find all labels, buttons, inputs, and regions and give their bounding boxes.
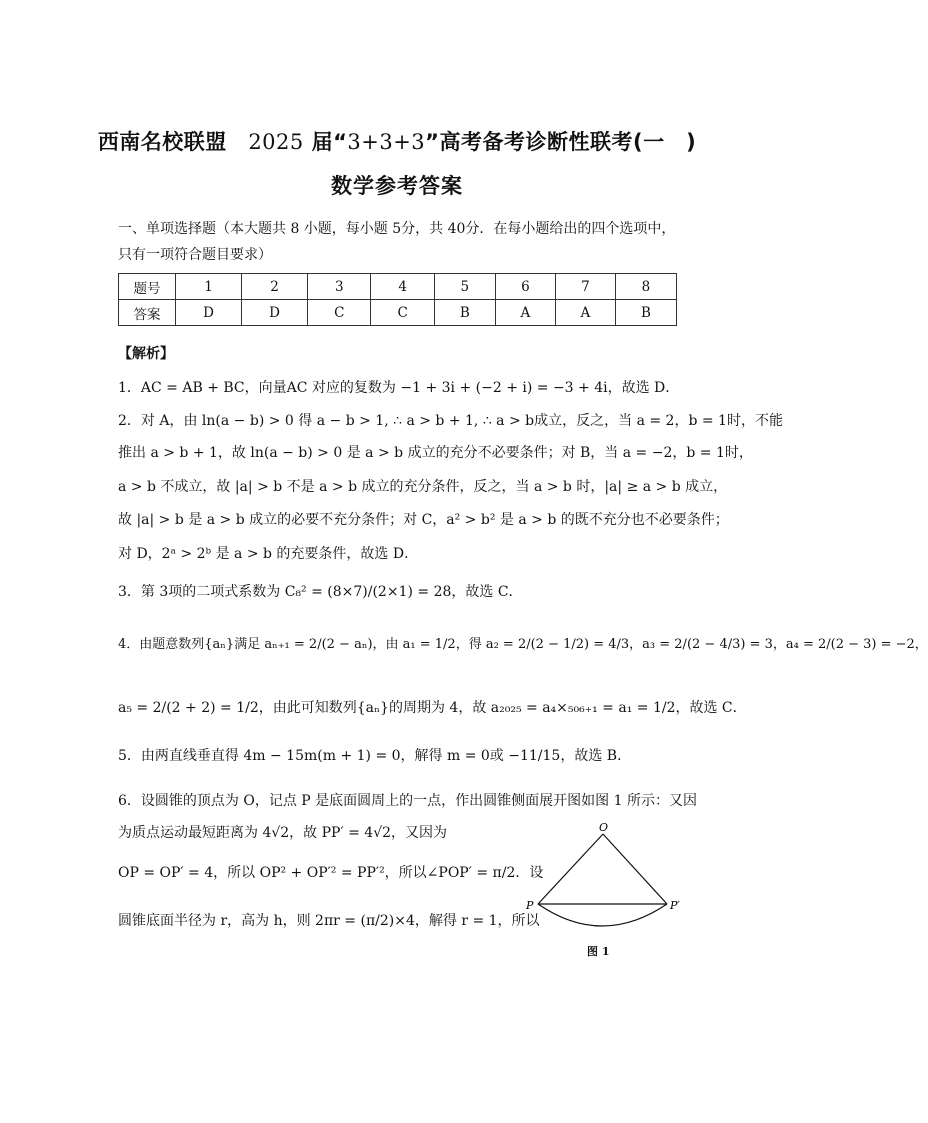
solution-4-line-1: 4．由题意数列{aₙ}满足 aₙ₊₁ = 2/(2 − aₙ)，由 a₁ = 1/2，得 a₂ = 2/(2 − 1/2) = 4/3，a₃ = 2/(2 − 4/3) = 3，a₄ = 2/(2 − 3) = −2， <box>118 637 928 652</box>
table-cell: C <box>371 300 434 326</box>
analysis-label: 【解析】 <box>118 346 174 362</box>
title-line-2: 数学参考答案 <box>331 174 463 198</box>
title-year: 2025 <box>248 130 304 154</box>
solution-6-line-2: 为质点运动最短距离为 4√2，故 PP′ = 4√2，又因为 <box>118 825 448 841</box>
row-label-question: 题号 <box>119 274 176 300</box>
table-cell: D <box>176 300 242 326</box>
table-cell: B <box>615 300 676 326</box>
cone-net-figure <box>521 820 691 935</box>
answer-table <box>118 273 677 326</box>
table-cell: 2 <box>242 274 308 300</box>
solution-6-line-3: OP = OP′ = 4，所以 OP² + OP′² = PP′²，所以∠POP′ = π/2．设 <box>118 865 544 881</box>
table-cell: A <box>555 300 615 326</box>
table-cell: 8 <box>615 274 676 300</box>
segment-OP <box>538 834 603 904</box>
table-cell: B <box>434 300 495 326</box>
figure-caption: 图 1 <box>587 945 610 958</box>
solution-3: 3．第 3项的二项式系数为 C₈² = (8×7)/(2×1) = 28，故选 C． <box>118 584 523 600</box>
solution-2-line-5: 对 D，2ᵃ > 2ᵇ 是 a > b 的充要条件，故选 D． <box>118 546 419 562</box>
title-rest: 届“3+3+3”高考备考诊断性联考(一 ) <box>303 130 697 154</box>
section-heading: 一、单项选择题（本大题共 8 小题，每小题 5分，共 40分．在每小题给出的四个选项中，只有一项符合题目要求） <box>118 221 676 263</box>
arc-PP-prime <box>538 904 667 926</box>
table-cell: 4 <box>371 274 434 300</box>
title-line-1 <box>0 126 794 156</box>
solution-5: 5．由两直线垂直得 4m − 15m(m + 1) = 0，解得 m = 0或 −11/15，故选 B． <box>118 748 632 764</box>
table-cell: 1 <box>176 274 242 300</box>
solution-2-line-4: 故 |a| > b 是 a > b 成立的必要不充分条件；对 C，a² > b² 是 a > b 的既不充分也不必要条件； <box>118 512 729 528</box>
segment-OP-prime <box>603 834 667 904</box>
solution-2-line-1: 2．对 A，由 ln(a − b) > 0 得 a − b > 1, ∴ a > b + 1, ∴ a > b成立，反之，当 a = 2，b = 1时，不能 <box>118 413 783 429</box>
table-row <box>119 300 677 326</box>
solution-6-line-1: 6．设圆锥的顶点为 O，记点 P 是底面圆周上的一点，作出圆锥侧面展开图如图 1 所示：又因 <box>118 793 697 809</box>
solution-2-line-2: 推出 a > b + 1，故 ln(a − b) > 0 是 a > b 成立的充分不必要条件；对 B，当 a = −2，b = 1时， <box>118 445 753 461</box>
label-P-prime: P′ <box>670 899 680 912</box>
table-cell: 6 <box>495 274 555 300</box>
title-league: 西南名校联盟 <box>97 130 249 154</box>
table-cell: D <box>242 300 308 326</box>
solution-1: 1．AC = AB + BC，向量AC 对应的复数为 −1 + 3i + (−2 + i) = −3 + 4i，故选 D． <box>118 380 680 396</box>
solution-2-line-3: a > b 不成立，故 |a| > b 不是 a > b 成立的充分条件，反之，当 a > b 时，|a| ≥ a > b 成立， <box>118 479 728 495</box>
solution-4-line-2: a₅ = 2/(2 + 2) = 1/2，由此可知数列{aₙ}的周期为 4，故 a₂₀₂₅ = a₄×₅₀₆₊₁ = a₁ = 1/2，故选 C． <box>118 700 747 716</box>
table-cell: A <box>495 300 555 326</box>
table-cell: 5 <box>434 274 495 300</box>
table-cell: 7 <box>555 274 615 300</box>
table-cell: 3 <box>308 274 371 300</box>
table-cell: C <box>308 300 371 326</box>
label-P: P <box>526 899 534 912</box>
row-label-answer: 答案 <box>119 300 176 326</box>
label-O: O <box>599 821 609 834</box>
table-row <box>119 274 677 300</box>
solution-6-line-4: 圆锥底面半径为 r，高为 h，则 2πr = (π/2)×4，解得 r = 1，所以 <box>118 913 540 929</box>
